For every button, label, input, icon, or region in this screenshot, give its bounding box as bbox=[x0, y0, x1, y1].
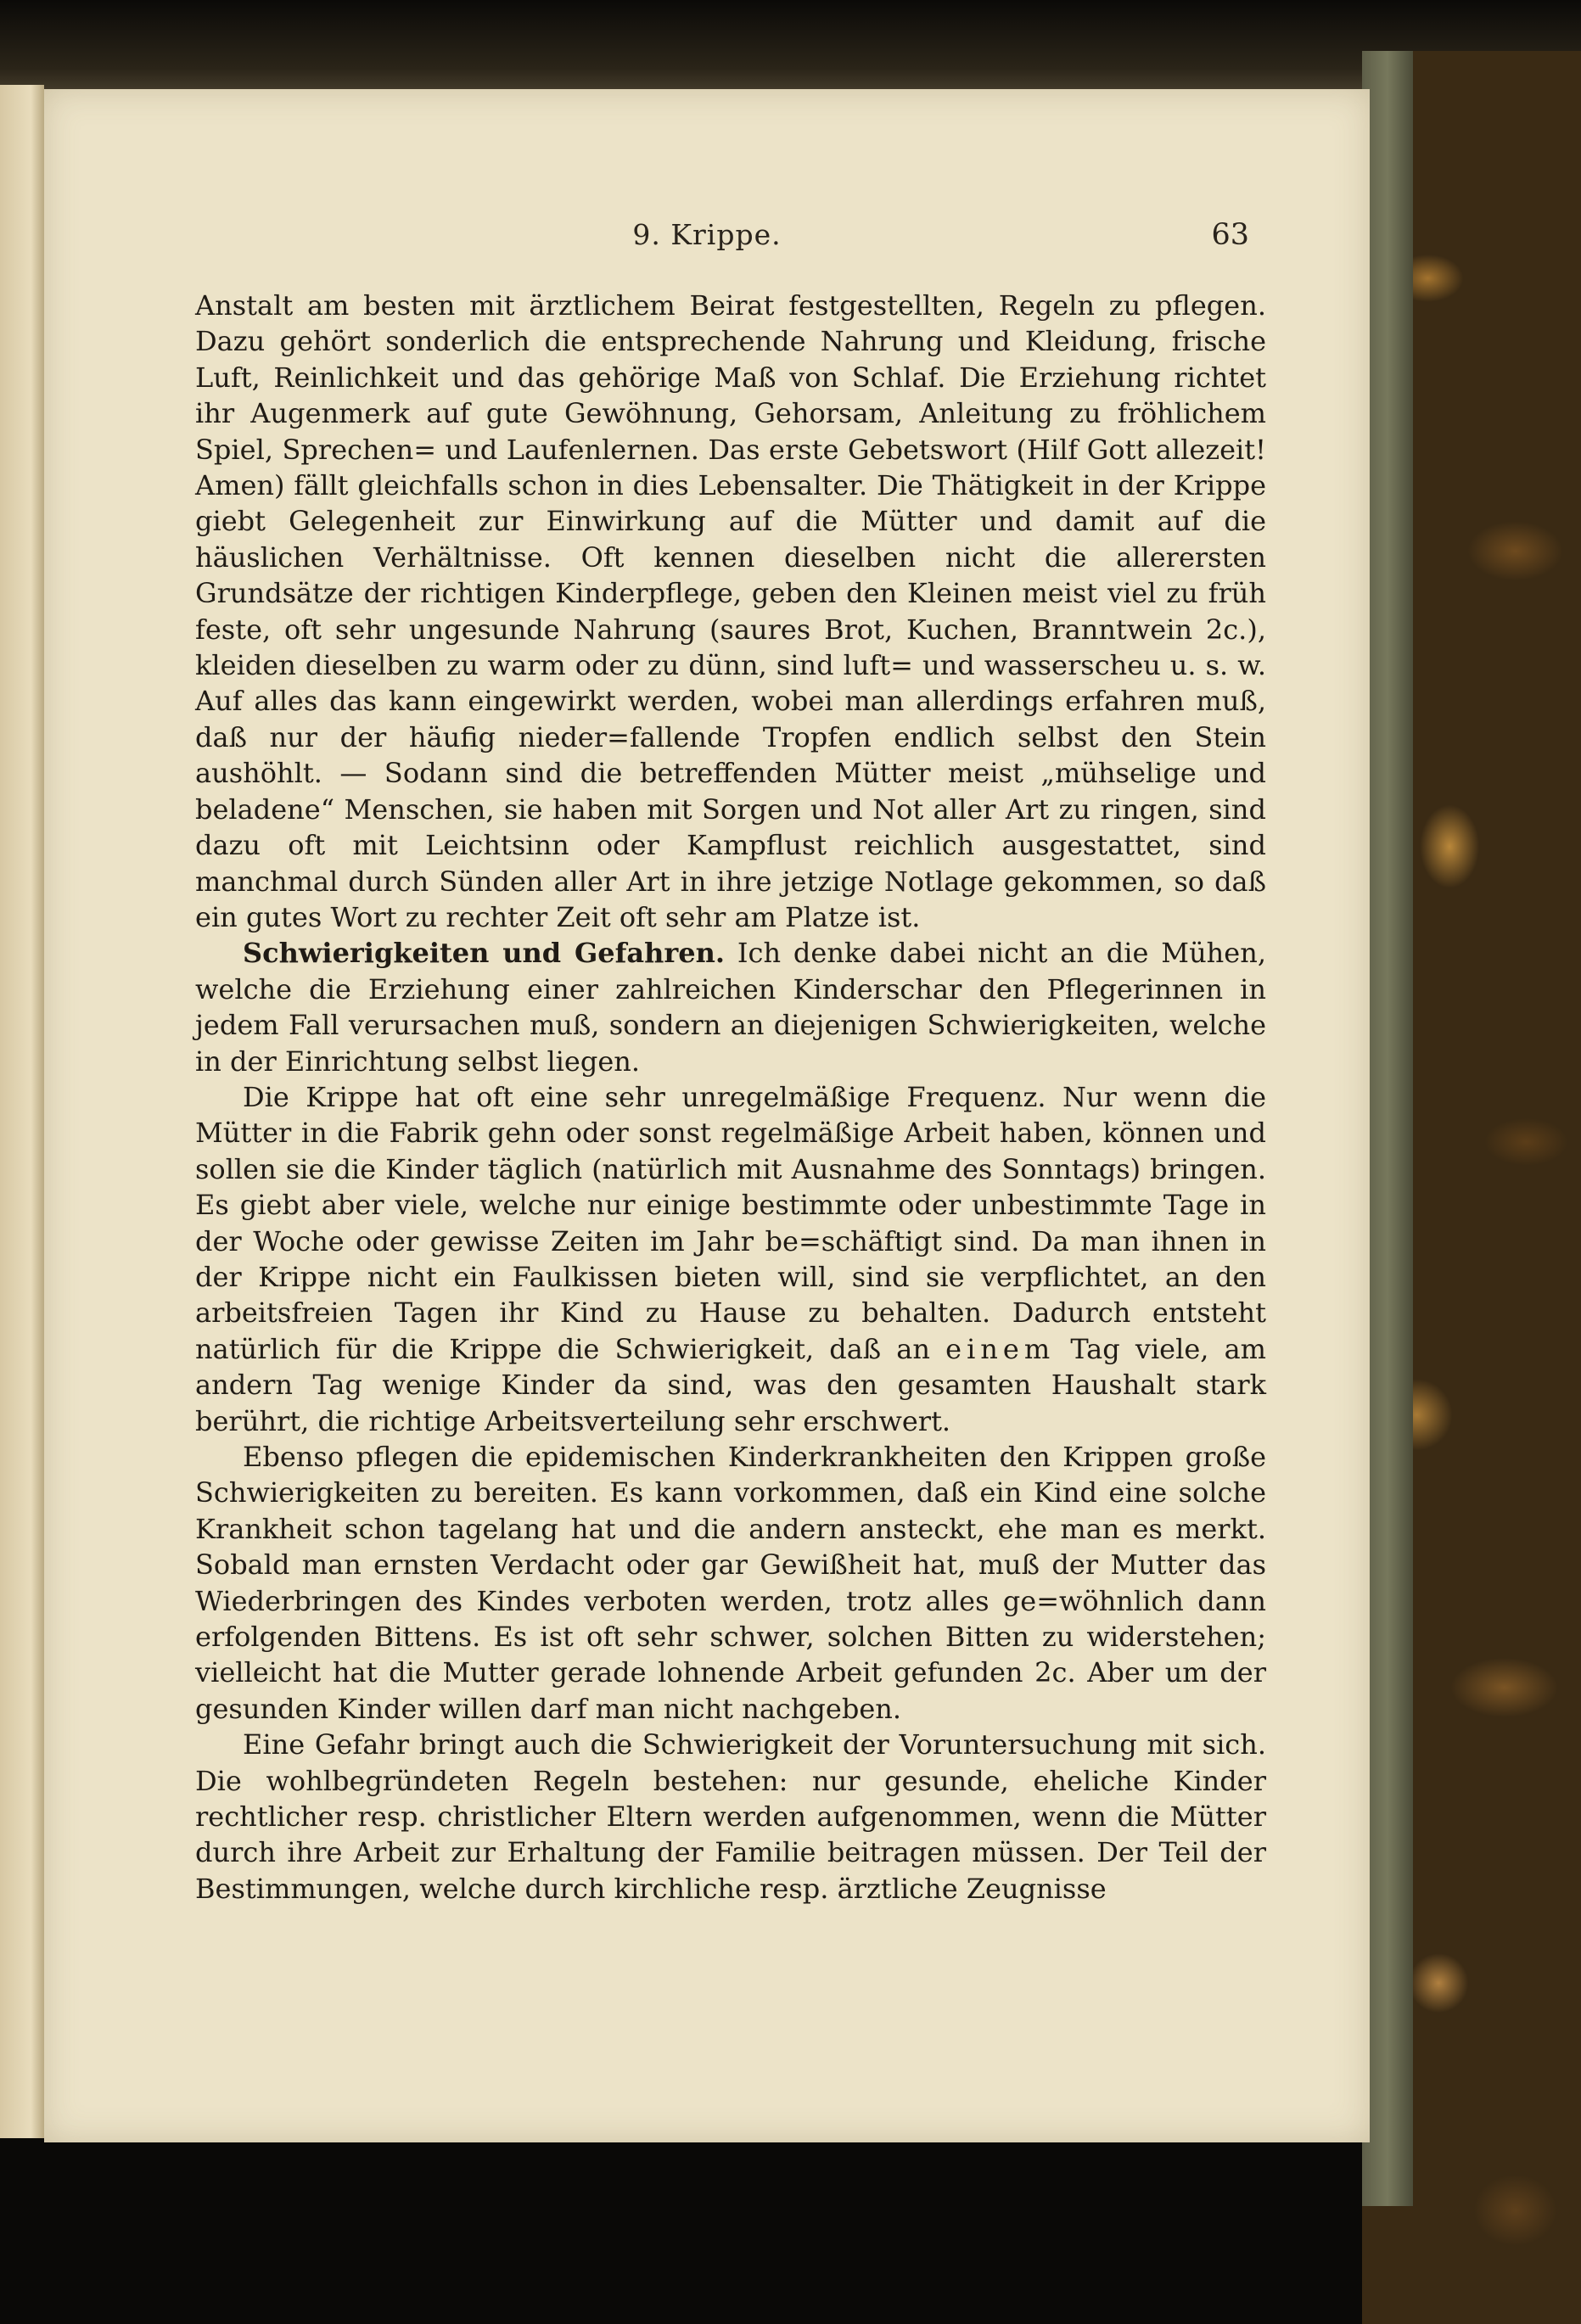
book-spine-strip bbox=[1362, 51, 1413, 2206]
paragraph-3 bbox=[195, 1079, 1266, 1439]
paragraph-1: Anstalt am besten mit ärztlichem Beirat festgestellten, Regeln zu pflegen. Dazu gehört sonderlich die entsprechende Nahrung und Kleidung, frische Luft, Reinlichkeit und das gehörige Maß von Schlaf. Die Erziehung richtet ihr Augenmerk auf gute Gewöhnung, Gehorsam, Anleitung zu fröhlichem Spiel, Sprechen= und Laufenlernen. Das erste Gebetswort (Hilf Gott allezeit! Amen) fällt gleichfalls schon in dies Lebensalter. Die Thätigkeit in der Krippe giebt Gelegenheit zur Einwirkung auf die Mütter und damit auf die häuslichen Verhältnisse. Oft kennen dieselben nicht die allerersten Grundsätze der richtigen Kinderpflege, geben den Kleinen meist viel zu früh feste, oft sehr ungesunde Nahrung (saures Brot, Kuchen, Branntwein 2c.), kleiden dieselben zu warm oder zu dünn, sind luft= und wasserscheu u. s. w. Auf alles das kann eingewirkt werden, wobei man allerdings erfahren muß, daß nur der häufig nieder=fallende Tropfen endlich selbst den Stein aushöhlt. — Sodann sind die betreffenden Mütter meist „mühselige und beladene“ Menschen, sie haben mit Sorgen und Not aller Art zu ringen, sind dazu oft mit Leichtsinn oder Kampflust reichlich ausgestattet, sind manchmal durch Sünden aller Art in ihre jetzige Notlage gekommen, so daß ein gutes Wort zu rechter Zeit oft sehr am Platze ist. bbox=[195, 289, 1266, 933]
paragraph-4: Ebenso pflegen die epidemischen Kinderkrankheiten den Krippen große Schwierigkeiten zu bereiten. Es kann vorkommen, daß ein Kind eine solche Krankheit schon tagelang hat und die andern ansteckt, ehe man es merkt. Sobald man ernsten Verdacht oder gar Gewißheit hat, muß der Mutter das Wiederbringen des Kindes verboten werden, trotz alles ge=wöhnlich dann erfolgenden Bittens. Es ist oft sehr schwer, solchen Bitten zu widerstehen; vielleicht hat die Mutter gerade lohnende Arbeit gefunden 2c. Aber um der gesunden Kinder willen darf man nicht nachgeben. bbox=[195, 1441, 1266, 1725]
page-header bbox=[44, 218, 1370, 269]
page-body bbox=[195, 288, 1266, 1907]
paragraph-2-text: Ich denke dabei nicht an die Mühen, welche die Erziehung einer zahlreichen Kinderschar den Pflegerinnen in jedem Fall verursachen muß, sondern an diejenigen Schwierigkeiten, welche in der Einrichtung selbst liegen. bbox=[195, 937, 1267, 1078]
paragraph-3-text-after: Tag viele, am andern Tag wenige Kinder da sind, was den gesamten Haushalt stark berührt, die richtige Arbeitsverteilung sehr erschwert. bbox=[195, 1332, 1267, 1437]
paragraph-5: Eine Gefahr bringt auch die Schwierigkeit der Voruntersuchung mit sich. Die wohlbegründeten Regeln bestehen: nur gesunde, eheliche Kinder rechtlicher resp. christlicher Eltern werden aufgenommen, wenn die Mütter durch ihre Arbeit zur Erhaltung der Familie beitragen müssen. Der Teil der Bestimmungen, welche durch kirchliche resp. ärztliche Zeugnisse bbox=[195, 1728, 1266, 1905]
emphasized-word: einem bbox=[945, 1332, 1056, 1365]
paragraph-2 bbox=[195, 935, 1266, 1079]
page-number: 63 bbox=[1211, 218, 1249, 252]
paragraph-3-text-before: Die Krippe hat oft eine sehr unregelmäßige Frequenz. Nur wenn die Mütter in die Fabrik gehn oder sonst regelmäßige Arbeit haben, können und sollen sie die Kinder täglich (natürlich mit Ausnahme des Sonntags) bringen. Es giebt aber viele, welche nur einige bestimmte oder unbestimmte Tage in der Woche oder gewisse Zeiten im Jahr be=schäftigt sind. Da man ihnen in der Krippe nicht ein Faulkissen bieten will, sind sie verpflichtet, an den arbeitsfreien Tagen ihr Kind zu Hause zu behalten. Dadurch entsteht natürlich für die Krippe die Schwierigkeit, daß an bbox=[195, 1080, 1266, 1365]
running-head: 9. Krippe. bbox=[632, 218, 782, 251]
book-page bbox=[44, 89, 1370, 2142]
previous-page-edge bbox=[0, 85, 44, 2138]
book-cover-top-edge bbox=[0, 0, 1581, 98]
section-heading: Schwierigkeiten und Gefahren. bbox=[243, 937, 726, 970]
